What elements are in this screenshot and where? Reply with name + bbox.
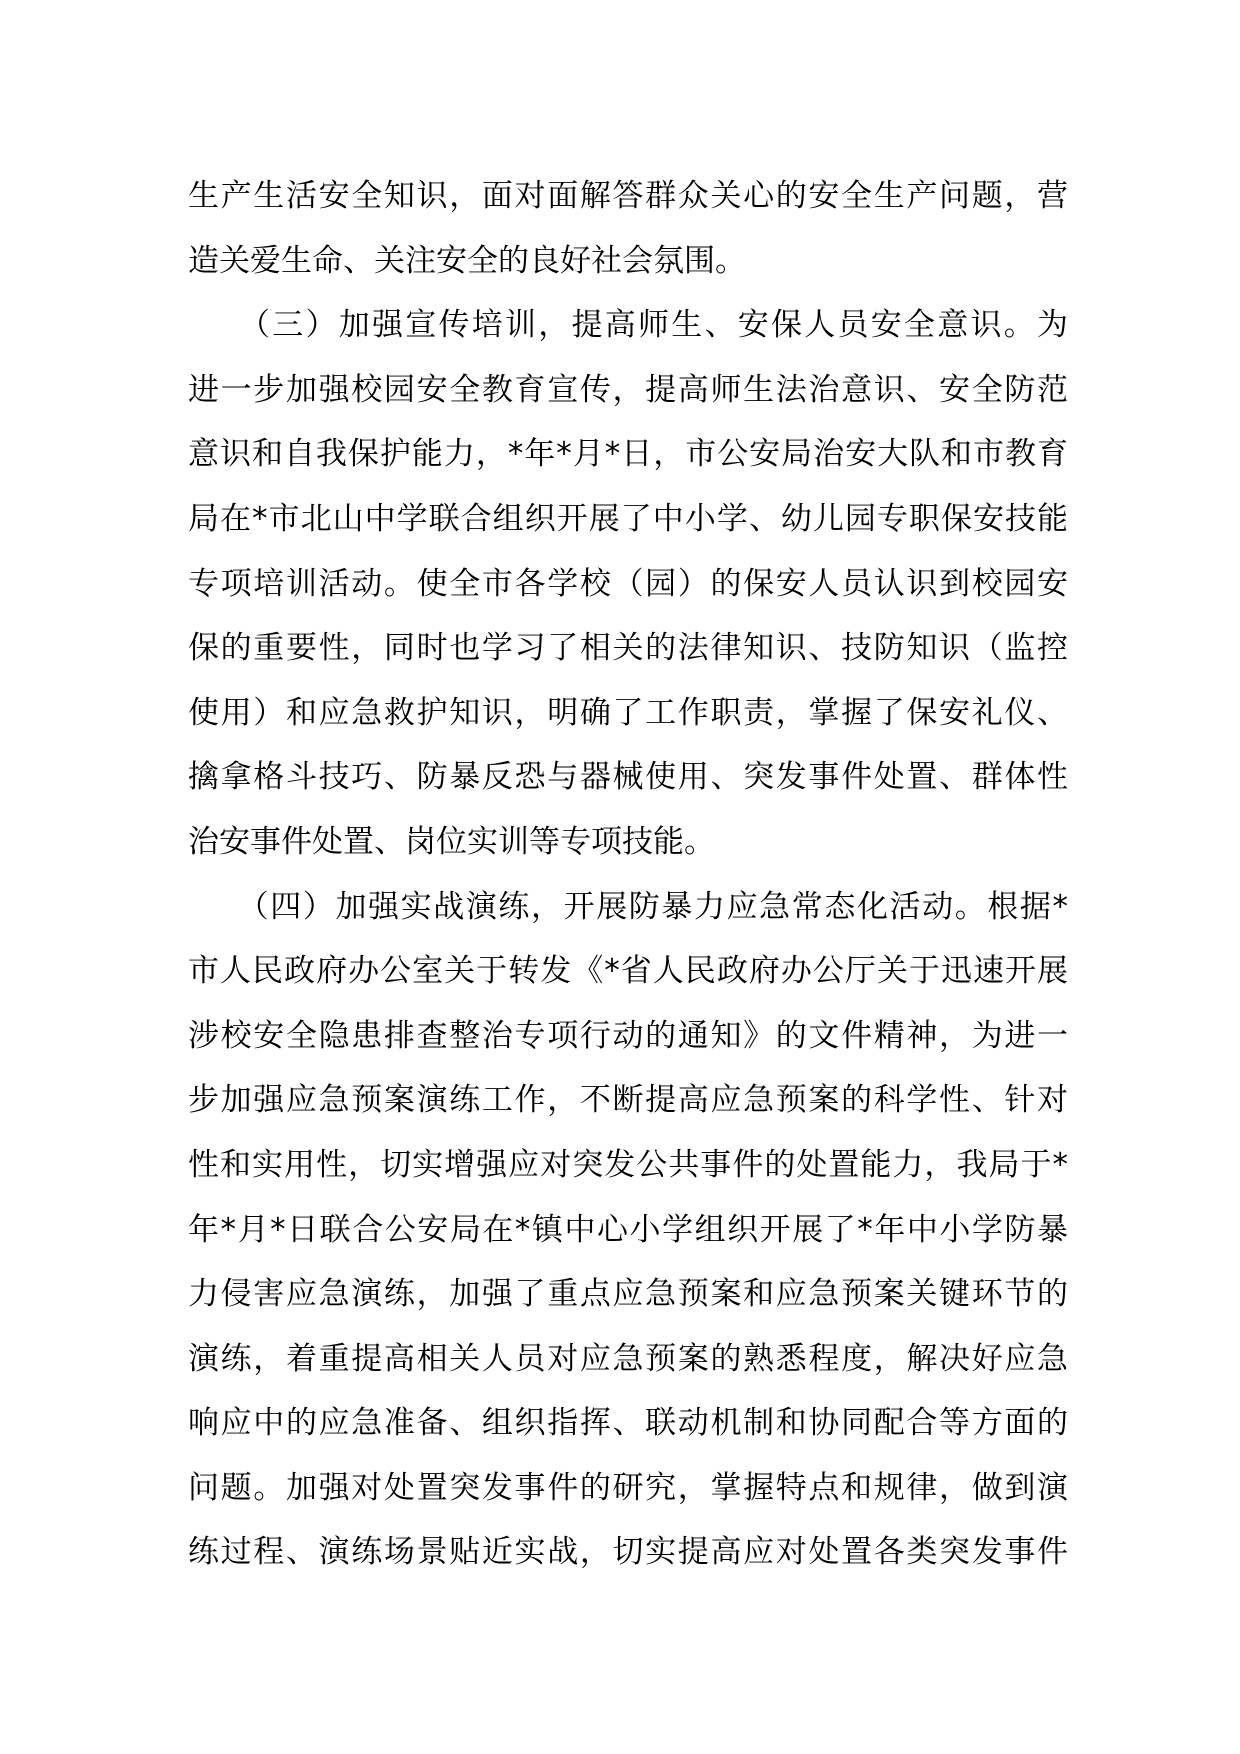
text-line: 年*月*日联合公安局在*镇中心小学组织开展了*年中小学防暴 bbox=[188, 1211, 1068, 1248]
text-line: 力侵害应急演练，加强了重点应急预案和应急预案关键环节的 bbox=[188, 1276, 1068, 1313]
text-line: 局在*市北山中学联合组织开展了中小学、幼儿园专职保安技能 bbox=[188, 500, 1068, 537]
text-line: 响应中的应急准备、组织指挥、联动机制和协同配合等方面的 bbox=[188, 1405, 1068, 1442]
paragraph-heading-line: （三）加强宣传培训，提高师生、安保人员安全意识。为 bbox=[188, 307, 1068, 344]
text-line: 性和实用性，切实增强应对突发公共事件的处置能力，我局于* bbox=[188, 1146, 1068, 1183]
text-line: 进一步加强校园安全教育宣传，提高师生法治意识、安全防范 bbox=[188, 371, 1068, 408]
text-line: 练过程、演练场景贴近实战，切实提高应对处置各类突发事件 bbox=[188, 1534, 1068, 1571]
text-line: 意识和自我保护能力，*年*月*日，市公安局治安大队和市教育 bbox=[188, 436, 1068, 473]
text-line: 造关爱生命、关注安全的良好社会氛围。 bbox=[188, 242, 746, 279]
text-line: 市人民政府办公室关于转发《*省人民政府办公厅关于迅速开展 bbox=[188, 953, 1068, 990]
text-line: 生产生活安全知识，面对面解答群众关心的安全生产问题，营 bbox=[188, 178, 1068, 214]
text-line: 治安事件处置、岗位实训等专项技能。 bbox=[188, 823, 715, 860]
text-line: 专项培训活动。使全市各学校（园）的保安人员认识到校园安 bbox=[188, 565, 1068, 602]
text-line: 涉校安全隐患排查整治专项行动的通知》的文件精神，为进一 bbox=[188, 1017, 1068, 1054]
text-line: 演练，着重提高相关人员对应急预案的熟悉程度，解决好应急 bbox=[188, 1340, 1068, 1377]
text-line: 使用）和应急救护知识，明确了工作职责，掌握了保安礼仪、 bbox=[188, 694, 1068, 731]
body-text bbox=[188, 164, 1068, 1585]
text-line: 问题。加强对处置突发事件的研究，掌握特点和规律，做到演 bbox=[188, 1469, 1068, 1506]
text-line: 步加强应急预案演练工作，不断提高应急预案的科学性、针对 bbox=[188, 1082, 1068, 1119]
paragraph-heading-line: （四）加强实战演练，开展防暴力应急常态化活动。根据* bbox=[188, 888, 1068, 925]
text-line: 保的重要性，同时也学习了相关的法律知识、技防知识（监控 bbox=[188, 630, 1068, 667]
text-line: 擒拿格斗技巧、防暴反恐与器械使用、突发事件处置、群体性 bbox=[188, 759, 1068, 796]
